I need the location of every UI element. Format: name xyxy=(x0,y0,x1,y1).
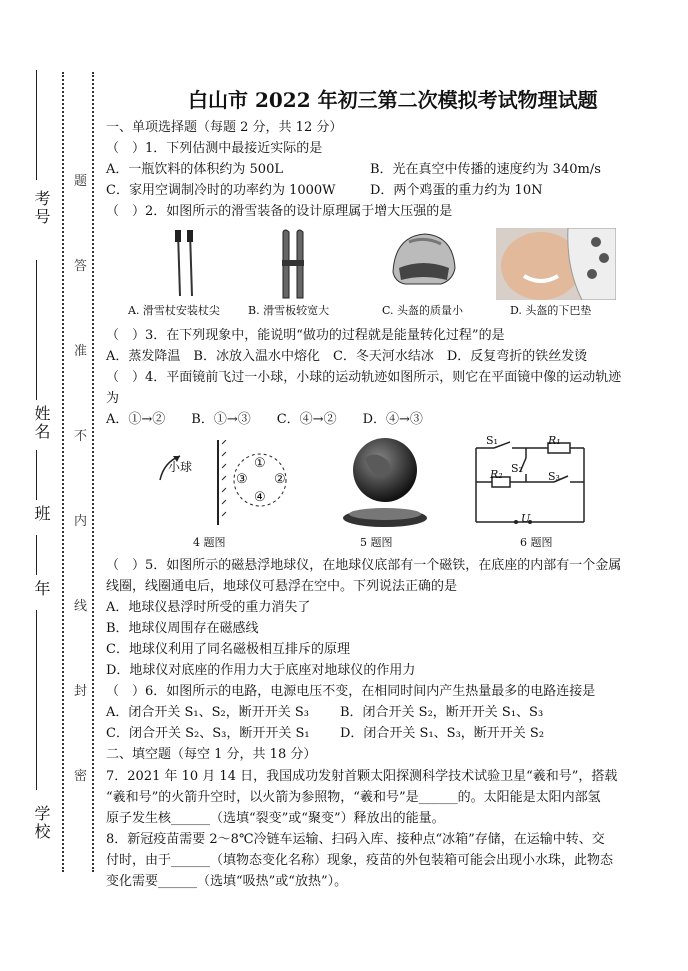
dotted-cut-line xyxy=(62,72,64,872)
class-label: 班 xyxy=(32,505,51,523)
circuit-label: U xyxy=(521,512,531,525)
dotted-seal-line xyxy=(92,72,94,872)
figure-caption: D. 头盔的下巴垫 xyxy=(510,304,592,317)
circuit-label: R₁ xyxy=(548,434,561,447)
grade-label: 年 xyxy=(32,580,51,598)
question-stem-cont: 为 xyxy=(106,391,120,406)
question-text: 变化需要______（选填“吸热”或“放热”）。 xyxy=(106,874,348,889)
option: D．两个鸡蛋的重力约为 10N xyxy=(370,183,543,198)
option: D．地球仪对底座的作用力大于底座对地球仪的作用力 xyxy=(106,663,416,678)
seal-char: 内 xyxy=(74,514,88,529)
question-stem: （ ）5．如图所示的磁悬浮地球仪，在地球仪底部有一个磁铁，在底座的内部有一个金属 xyxy=(106,558,622,573)
figure-caption: C. 头盔的质量小 xyxy=(382,304,464,317)
figure-caption: A. 滑雪杖安装杖尖 xyxy=(128,304,220,317)
circle-num: ③ xyxy=(236,472,248,487)
binding-margin xyxy=(0,0,95,971)
name-label: 姓名 xyxy=(32,405,51,441)
seal-char: 题 xyxy=(74,174,88,189)
seal-char: 不 xyxy=(74,429,88,444)
option: C．地球仪利用了同名磁极相互排斥的原理 xyxy=(106,642,350,657)
maglev-globe-image xyxy=(335,436,435,532)
section-heading: 二、填空题（每空 1 分，共 18 分） xyxy=(106,747,317,762)
exam-no-line xyxy=(36,70,37,180)
option: B．光在真空中传播的速度约为 340m/s xyxy=(370,162,601,177)
ball-label: 小球 xyxy=(168,460,193,474)
question-stem: （ ）4．平面镜前飞过一小球，小球的运动轨迹如图所示，则它在平面镜中像的运动轨迹 xyxy=(106,370,622,385)
name-line xyxy=(36,260,37,400)
section-heading: 一、单项选择题（每题 2 分，共 12 分） xyxy=(106,120,343,135)
page-title: 白山市 2022 年初三第二次模拟考试物理试题 xyxy=(188,88,598,112)
option: A．地球仪悬浮时所受的重力消失了 xyxy=(106,600,311,615)
option: C．家用空调制冷时的功率约为 1000W xyxy=(106,183,336,198)
option: A．一瓶饮料的体积约为 500L xyxy=(106,162,283,177)
option: D．闭合开关 S₁、S₃，断开开关 S₂ xyxy=(340,726,545,741)
options-row: A．蒸发降温 B．冰放入温水中熔化 C．冬天河水结冰 D．反复弯折的铁丝发烫 xyxy=(106,349,588,364)
question-stem: （ ）2．如图所示的滑雪装备的设计原理属于增大压强的是 xyxy=(106,204,453,219)
question-text: 原子发生核______（选填“裂变”或“聚变”）释放出的能量。 xyxy=(106,811,445,826)
chin-pad-photo xyxy=(496,228,616,300)
option: B．地球仪周围存在磁感线 xyxy=(106,621,259,636)
option: B．闭合开关 S₂，断开开关 S₁、S₃ xyxy=(340,705,544,720)
circuit-label: S₃ xyxy=(548,470,560,483)
question-text: “羲和号”的火箭升空时，以火箭为参照物，“羲和号”是______的。太阳能是太阳内部氢 xyxy=(106,790,601,805)
figure-caption: 6 题图 xyxy=(520,536,553,549)
circuit-label: S₂ xyxy=(511,462,523,475)
question-stem: （ ）3．在下列现象中，能说明“做功的过程就是能量转化过程”的是 xyxy=(106,328,505,343)
options-row: A．①→② B．①→③ C．④→② D．④→③ xyxy=(106,412,423,427)
school-line xyxy=(36,610,37,790)
exam-no-label: 考号 xyxy=(32,190,51,226)
question-text: 7．2021 年 10 月 14 日，我国成功发射首颗太阳探测科学技术试验卫星“羲和号”，搭载 xyxy=(106,769,618,784)
helmet-image xyxy=(385,228,460,298)
seal-char: 答 xyxy=(74,259,88,274)
figure-caption: 4 题图 xyxy=(193,536,226,549)
circle-num: ② xyxy=(274,472,286,487)
question-text: 付时，由于______（填物态变化名称）现象，疫苗的外包装箱可能会出现小水珠，此物态 xyxy=(106,853,614,868)
skis-image xyxy=(275,228,315,300)
figure-caption: B. 滑雪板较宽大 xyxy=(248,304,330,317)
question-stem-cont: 线圈，线圈通电后，地球仪可悬浮在空中。下列说法正确的是 xyxy=(106,579,458,594)
circle-num: ④ xyxy=(254,490,266,505)
grade-line xyxy=(36,535,37,575)
figure-caption: 5 题图 xyxy=(360,536,393,549)
seal-char: 封 xyxy=(74,684,88,699)
question-text: 8．新冠疫苗需要 2～8℃冷链车运输、扫码入库、接种点“冰箱”存储，在运输中转、交 xyxy=(106,832,605,847)
option: C．闭合开关 S₂、S₃，断开开关 S₁ xyxy=(106,726,310,741)
question-stem: （ ）6．如图所示的电路，电源电压不变，在相同时间内产生热量最多的电路连接是 xyxy=(106,684,596,699)
option: A．闭合开关 S₁、S₂，断开开关 S₃ xyxy=(106,705,310,720)
seal-char: 准 xyxy=(74,344,88,359)
seal-char: 密 xyxy=(74,769,88,784)
ski-poles-image xyxy=(160,228,210,300)
class-line xyxy=(36,450,37,500)
circuit-label: R₂ xyxy=(490,468,503,481)
school-label: 学校 xyxy=(32,805,51,841)
circle-num: ① xyxy=(254,456,266,471)
question-stem: （ ）1．下列估测中最接近实际的是 xyxy=(106,141,323,156)
seal-char: 线 xyxy=(74,599,88,614)
circuit-label: S₁ xyxy=(486,434,498,447)
